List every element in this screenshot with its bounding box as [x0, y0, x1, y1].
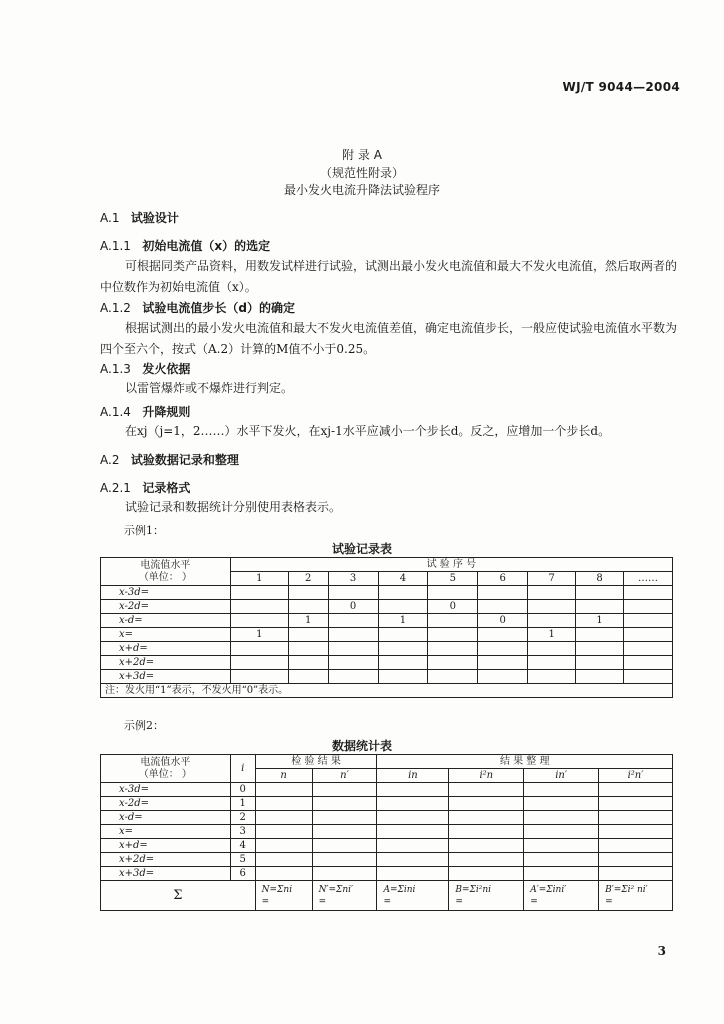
table1-cell	[230, 600, 288, 614]
table2-group-processing: 结 果 整 理	[377, 755, 673, 769]
standard-number: WJ/T 9044—2004	[562, 80, 680, 94]
table1-row	[101, 642, 673, 656]
table1-title: 试验记录表	[331, 542, 392, 556]
table2-cell	[312, 783, 377, 797]
table2-row-label: x+d=	[101, 839, 231, 853]
table2-sum-formula: N′=Σni′	[318, 884, 354, 895]
table1-cell	[528, 656, 576, 670]
table2-row	[101, 853, 673, 867]
table1-seq-4: 4	[378, 572, 428, 586]
table2-cell	[377, 853, 449, 867]
table2-cell	[312, 839, 377, 853]
table1-cell: 1	[288, 614, 328, 628]
table1-cell	[528, 600, 576, 614]
table2-cell	[255, 783, 312, 797]
section-a12	[100, 299, 295, 316]
appendix-title: 最小发火电流升降法试验程序	[283, 183, 440, 197]
section-a2	[100, 451, 239, 468]
table1-cell	[428, 614, 478, 628]
table2-col-2: n′	[312, 769, 377, 783]
table1-cell	[576, 656, 624, 670]
table1-corner-unit: （单位： ）	[138, 571, 192, 583]
section-a14-title: 升降规则	[142, 405, 191, 419]
table1-cell	[378, 670, 428, 684]
section-a12-title: 试验电流值步长（d）的确定	[142, 301, 295, 315]
table2-sum-cell	[599, 881, 673, 911]
table1-cell	[378, 586, 428, 600]
table1-seq-3: 3	[328, 572, 378, 586]
table2-cell	[449, 825, 524, 839]
table1-cell	[378, 642, 428, 656]
table2-col-3: in	[377, 769, 449, 783]
table1-cell	[528, 614, 576, 628]
table1-cell	[528, 642, 576, 656]
table2-sum-cell	[449, 881, 524, 911]
table2-sum-eq: =	[605, 896, 613, 907]
table2-row-label: x-2d=	[101, 797, 231, 811]
section-a13-title: 发火依据	[142, 362, 191, 376]
table2-corner-label: 电流值水平	[140, 756, 191, 768]
table1-row-label: x+d=	[101, 642, 231, 656]
table2-cell	[312, 825, 377, 839]
table1-cell	[230, 614, 288, 628]
table1-cell	[378, 628, 428, 642]
table2-sum-formula: A=Σini	[383, 884, 416, 895]
table2-cell	[524, 797, 599, 811]
section-a1-title: 试验设计	[130, 211, 179, 225]
table1-cell	[623, 656, 672, 670]
table1-cell	[623, 628, 672, 642]
table1-cell: 1	[230, 628, 288, 642]
table1-cell	[478, 600, 528, 614]
table2-cell	[255, 839, 312, 853]
table1-row	[101, 600, 673, 614]
table2-row-label: x=	[101, 825, 231, 839]
table1-cell	[478, 642, 528, 656]
table1-seq-5: 5	[428, 572, 478, 586]
table1-cell	[576, 586, 624, 600]
table2-sum-eq: =	[261, 896, 270, 907]
appendix-nature: （规范性附录）	[319, 166, 404, 180]
table1-cell	[328, 628, 378, 642]
table2-row-label: x-3d=	[101, 783, 231, 797]
section-a21-num: A.2.1	[100, 481, 131, 495]
table2-sum-formula: B′=Σi² ni′	[605, 884, 648, 895]
table2-sum-cell	[524, 881, 599, 911]
table1-note: 注：发火用“1”表示，不发火用“0”表示。	[101, 684, 673, 698]
table1-cell	[428, 670, 478, 684]
table2-row-label: x-d=	[101, 811, 231, 825]
section-a12-num: A.1.2	[100, 301, 131, 315]
table2-cell	[599, 783, 673, 797]
table1-cell	[230, 656, 288, 670]
table1-seq-9: ……	[623, 572, 672, 586]
table1-row	[101, 670, 673, 684]
table2-cell	[524, 853, 599, 867]
table1-seq-7: 7	[528, 572, 576, 586]
table1-cell: 1	[378, 614, 428, 628]
table1-row	[101, 586, 673, 600]
table1-cell: 0	[328, 600, 378, 614]
table1-cell	[478, 586, 528, 600]
table2-cell	[377, 797, 449, 811]
table2-row-i: 4	[230, 839, 255, 853]
section-a1	[100, 209, 179, 226]
table1-cell	[623, 670, 672, 684]
example-2-label: 示例2：	[124, 719, 164, 732]
table2-sum-eq: =	[383, 896, 392, 907]
table1-cell	[328, 586, 378, 600]
table2-sigma: Σ	[101, 881, 256, 911]
table2-cell	[599, 825, 673, 839]
table1-cell	[576, 642, 624, 656]
table2-cell	[312, 853, 377, 867]
table2-row-i: 1	[230, 797, 255, 811]
table2-cell	[599, 853, 673, 867]
table2-sum-eq: =	[530, 896, 538, 907]
table2-cell	[377, 811, 449, 825]
table2-row-i: 5	[230, 853, 255, 867]
table1-cell	[328, 614, 378, 628]
table1-cell	[478, 656, 528, 670]
table2-cell	[599, 797, 673, 811]
table1-row-label: x-3d=	[101, 586, 231, 600]
table1-row-label: x=	[101, 628, 231, 642]
table2-cell	[449, 867, 524, 881]
table1-cell	[378, 600, 428, 614]
table2-i-header: i	[230, 755, 255, 783]
table1-seq-1: 1	[230, 572, 288, 586]
section-a11	[100, 237, 270, 254]
table2-row-label: x+2d=	[101, 853, 231, 867]
table2-col-5: in′	[524, 769, 599, 783]
table1-cell	[528, 586, 576, 600]
table1-cell: 1	[528, 628, 576, 642]
section-a13-num: A.1.3	[100, 362, 131, 376]
table1-cell	[230, 670, 288, 684]
table2-cell	[599, 839, 673, 853]
table1-corner-label: 电流值水平	[140, 559, 191, 571]
table1-cell	[576, 600, 624, 614]
table1-cell	[576, 628, 624, 642]
table1-cell	[623, 586, 672, 600]
table2-group-results: 检 验 结 果	[255, 755, 377, 769]
section-a14	[100, 403, 190, 420]
table2-cell	[599, 867, 673, 881]
table2-row-i: 2	[230, 811, 255, 825]
section-a14-num: A.1.4	[100, 405, 131, 419]
table2-sum-formula: A′=Σini′	[530, 884, 567, 895]
table2-cell	[449, 783, 524, 797]
table2-col-4: i²n	[449, 769, 524, 783]
table2-row	[101, 797, 673, 811]
table1-cell	[528, 670, 576, 684]
table1-cell: 0	[478, 614, 528, 628]
table2-cell	[377, 783, 449, 797]
section-a12-paragraph: 根据试测出的最小发火电流值和最大不发火电流值差值，确定电流值步长，一般应使试验电流值水平数为四个至六个，按式（A.2）计算的M值不小于0.25。	[100, 321, 678, 356]
table2-corner	[101, 755, 231, 783]
section-a11-paragraph: 可根据同类产品资料，用数发试样进行试验，试测出最小发火电流值和最大不发火电流值，然后取两者的中位数作为初始电流值（x）。	[100, 259, 678, 294]
table2-sum-cell	[255, 881, 312, 911]
table1-row	[101, 628, 673, 642]
table1-cell	[478, 628, 528, 642]
table2-cell	[524, 867, 599, 881]
table1-cell	[623, 642, 672, 656]
table2-cell	[255, 867, 312, 881]
table1-corner	[101, 558, 231, 586]
table2-cell	[524, 783, 599, 797]
table2-row	[101, 825, 673, 839]
table1-cell	[623, 600, 672, 614]
section-a14-paragraph: 在xj（j=1，2……）水平下发火，在xj-1水平应减小一个步长d。反之，应增加一个步长d。	[125, 424, 611, 438]
data-statistics-table	[100, 754, 673, 911]
table2-col-6: i²n′	[599, 769, 673, 783]
table2-cell	[449, 811, 524, 825]
table2-row	[101, 839, 673, 853]
table2-sum-eq: =	[318, 896, 327, 907]
table2-cell	[524, 825, 599, 839]
table2-cell	[255, 825, 312, 839]
table1-cell	[288, 628, 328, 642]
section-a11-num: A.1.1	[100, 239, 131, 253]
table1-cell	[428, 642, 478, 656]
section-a11-title: 初始电流值（x）的选定	[142, 239, 271, 253]
table2-sum-cell	[377, 881, 449, 911]
table1-row-label: x+3d=	[101, 670, 231, 684]
table2-sum-cell	[312, 881, 377, 911]
table2-cell	[255, 811, 312, 825]
table1-cell	[288, 670, 328, 684]
table2-row-i: 3	[230, 825, 255, 839]
table2-cell	[312, 797, 377, 811]
table1-seq-8: 8	[576, 572, 624, 586]
table2-row	[101, 811, 673, 825]
table2-cell	[377, 839, 449, 853]
table1-cell	[428, 628, 478, 642]
table2-cell	[377, 825, 449, 839]
table1-seq-header: 试 验 序 号	[230, 558, 672, 572]
table1-seq-2: 2	[288, 572, 328, 586]
section-a13	[100, 360, 190, 377]
table1-cell	[328, 642, 378, 656]
table1-cell	[288, 656, 328, 670]
table1-row-label: x+2d=	[101, 656, 231, 670]
section-a2-num: A.2	[100, 453, 120, 467]
table1-cell	[478, 670, 528, 684]
table2-cell	[377, 867, 449, 881]
table1-cell	[288, 600, 328, 614]
table1-cell	[230, 586, 288, 600]
table2-cell	[524, 839, 599, 853]
table2-cell	[449, 853, 524, 867]
section-a21	[100, 479, 190, 496]
table1-cell	[230, 642, 288, 656]
table1-seq-6: 6	[478, 572, 528, 586]
table2-row	[101, 783, 673, 797]
table2-corner-unit: （单位： ）	[138, 768, 192, 780]
page-number: 3	[657, 944, 666, 958]
table1-cell	[623, 614, 672, 628]
table1-cell	[428, 656, 478, 670]
table2-cell	[524, 811, 599, 825]
table1-row	[101, 614, 673, 628]
table2-row-i: 6	[230, 867, 255, 881]
table2-cell	[255, 797, 312, 811]
table2-cell	[449, 839, 524, 853]
table2-cell	[255, 853, 312, 867]
table1-cell	[328, 656, 378, 670]
trial-record-table	[100, 557, 673, 698]
table2-sum-formula: B=Σi²ni	[455, 884, 492, 895]
table2-sum-eq: =	[455, 896, 463, 907]
table1-row-label: x-d=	[101, 614, 231, 628]
table2-cell	[449, 797, 524, 811]
table1-cell	[576, 670, 624, 684]
table1-cell: 1	[576, 614, 624, 628]
section-a2-title: 试验数据记录和整理	[130, 453, 239, 467]
table2-row	[101, 867, 673, 881]
table1-cell	[428, 586, 478, 600]
table2-row-label: x+3d=	[101, 867, 231, 881]
section-a21-title: 记录格式	[142, 481, 191, 495]
appendix-label: 附 录 A	[342, 148, 382, 162]
table2-row-i: 0	[230, 783, 255, 797]
section-a13-paragraph: 以雷管爆炸或不爆炸进行判定。	[125, 381, 294, 395]
table1-cell	[378, 656, 428, 670]
table2-sum-formula: N=Σni	[261, 884, 293, 895]
table1-row	[101, 656, 673, 670]
section-a21-paragraph: 试验记录和数据统计分别使用表格表示。	[125, 500, 342, 514]
table2-cell	[599, 811, 673, 825]
table1-cell	[328, 670, 378, 684]
example-1-label: 示例1：	[124, 524, 164, 537]
table1-cell	[288, 586, 328, 600]
table2-cell	[312, 811, 377, 825]
table1-cell: 0	[428, 600, 478, 614]
table1-cell	[288, 642, 328, 656]
section-a1-num: A.1	[100, 211, 120, 225]
table2-col-1: n	[255, 769, 312, 783]
table2-title: 数据统计表	[331, 739, 392, 753]
table1-row-label: x-2d=	[101, 600, 231, 614]
table2-cell	[312, 867, 377, 881]
